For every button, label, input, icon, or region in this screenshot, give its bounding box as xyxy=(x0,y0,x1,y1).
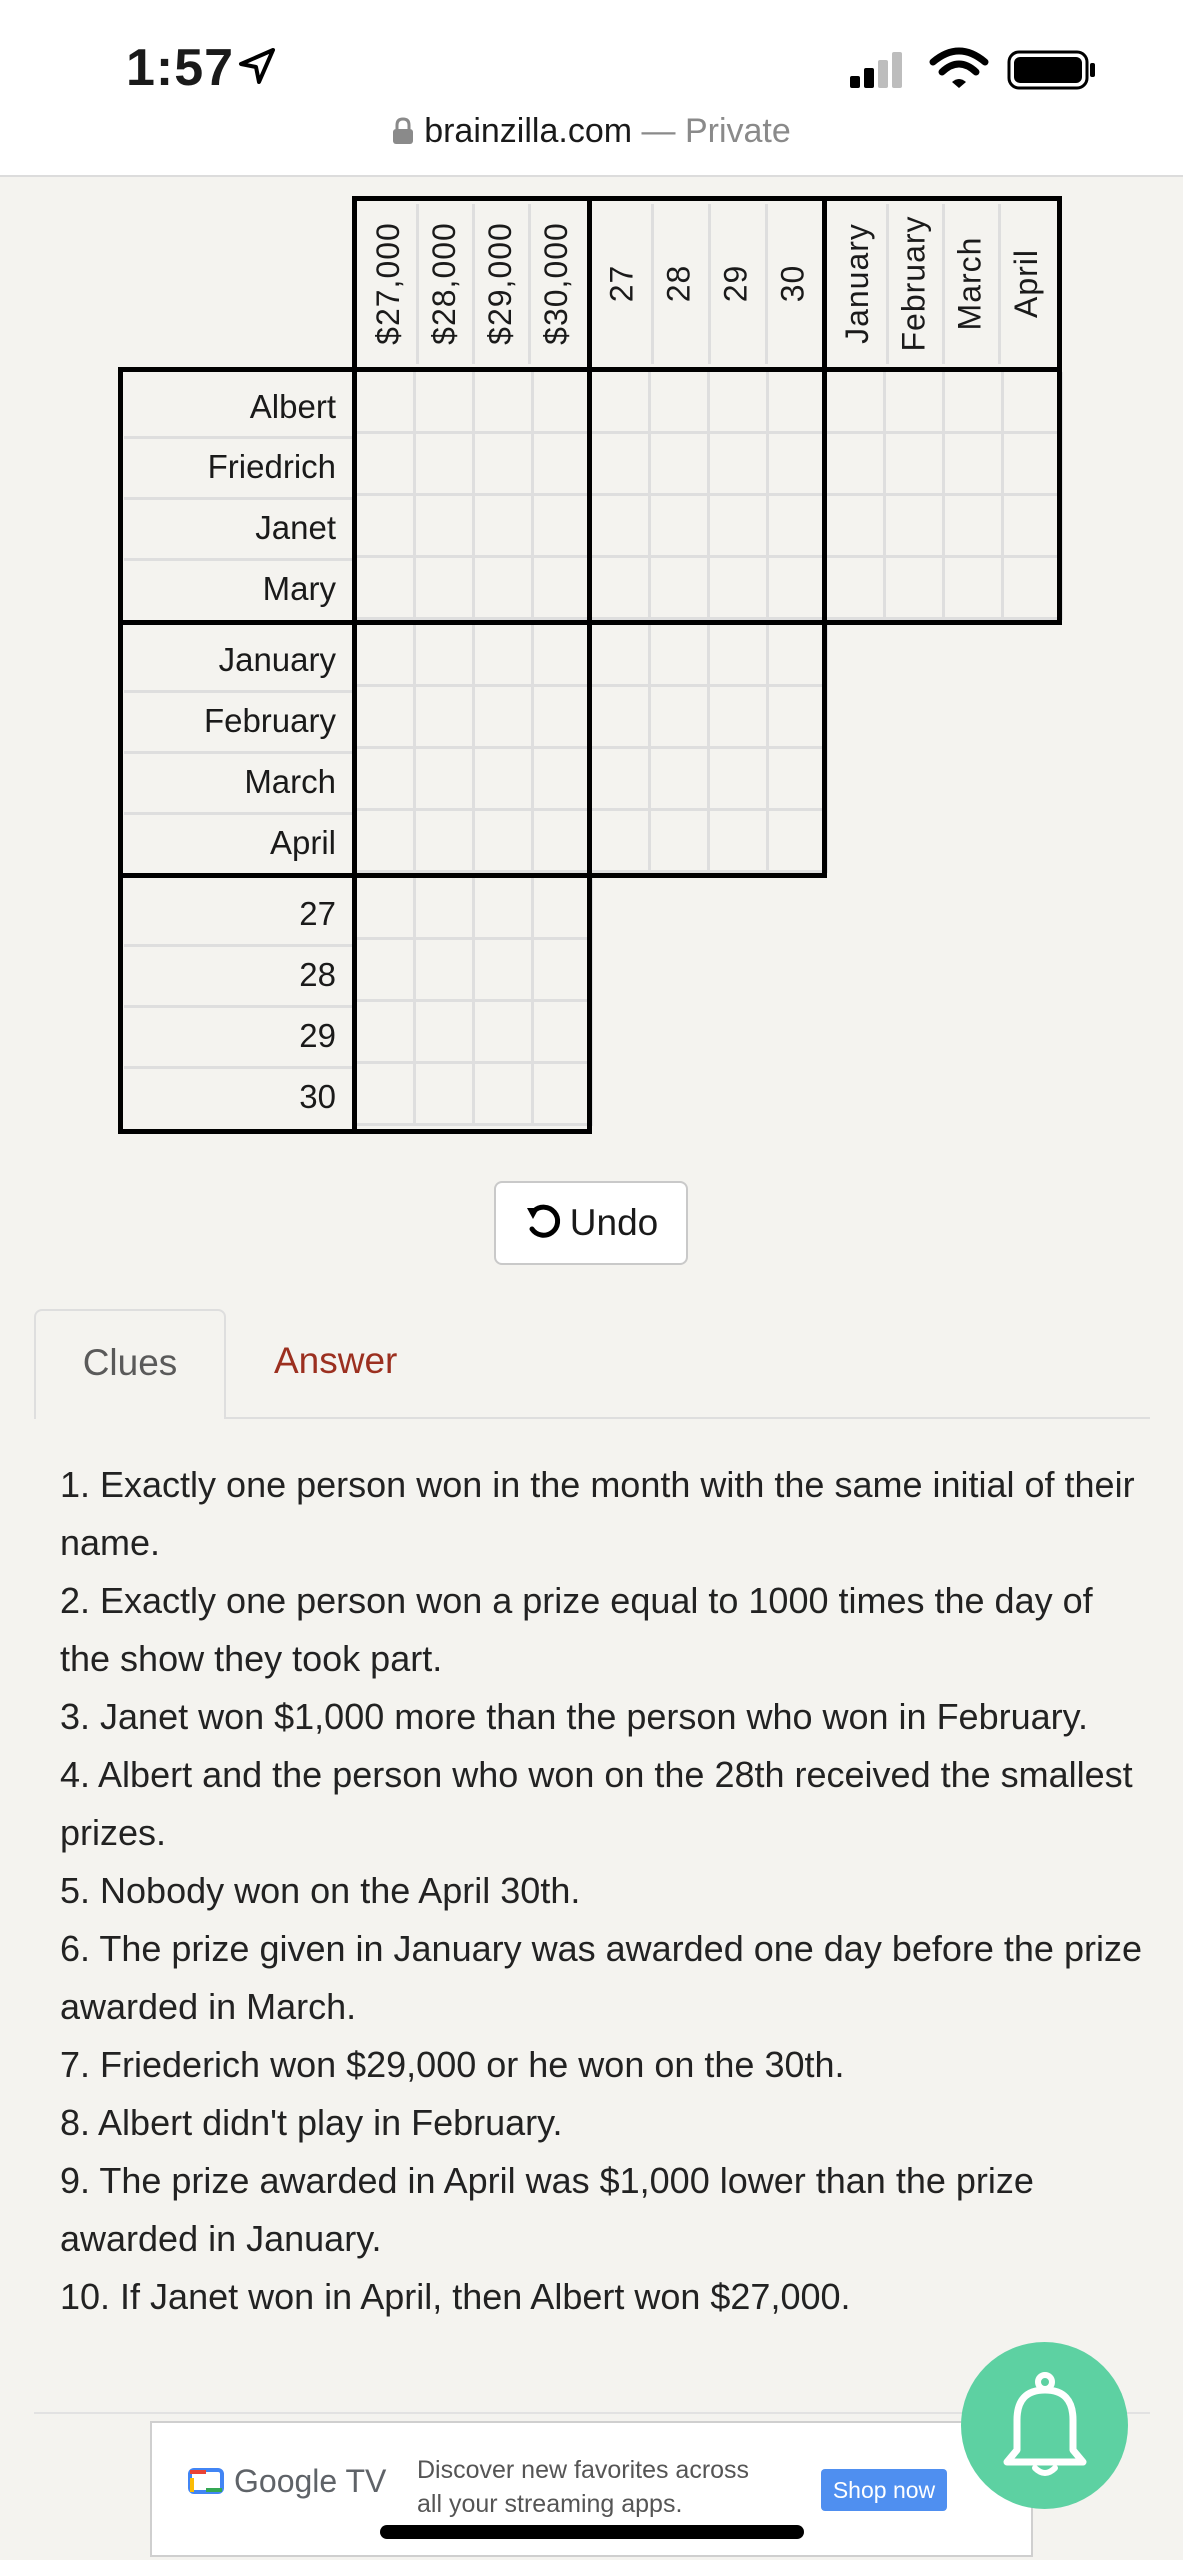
tab-answer[interactable]: Answer xyxy=(274,1340,398,1381)
row-label-name: Mary xyxy=(262,570,336,607)
row-label-day: 27 xyxy=(299,895,336,932)
clue-answer-tabs xyxy=(34,1309,1150,1419)
private-label: — Private xyxy=(641,112,791,150)
row-label-month: January xyxy=(218,641,336,678)
clue-item: 5. Nobody won on the April 30th. xyxy=(60,1870,581,1911)
clues-list xyxy=(60,1456,1150,2326)
bell-icon xyxy=(997,2372,1093,2480)
col-header-day: 28 xyxy=(660,264,697,302)
url-domain: brainzilla.com xyxy=(424,112,633,150)
ad-text: Discover new favorites across all your streaming apps. xyxy=(417,2456,750,2518)
col-header-prize: $30,000 xyxy=(537,221,574,345)
status-time: 1:57 xyxy=(126,39,235,97)
clue-item: 7. Friederich won $29,000 or he won on the 30th. xyxy=(60,2044,845,2085)
clue-item: 8. Albert didn't play in February. xyxy=(60,2102,563,2143)
row-label-day: 28 xyxy=(299,956,336,993)
row-label-day: 29 xyxy=(299,1017,336,1054)
col-header-prize: $28,000 xyxy=(425,221,462,345)
col-header-day: 30 xyxy=(774,264,811,302)
lock-icon xyxy=(392,117,414,145)
col-header-month: April xyxy=(1007,248,1044,318)
battery-icon xyxy=(1007,50,1097,90)
home-indicator xyxy=(380,2525,804,2539)
notification-bell-button[interactable] xyxy=(961,2342,1128,2509)
cellular-signal-icon xyxy=(848,50,908,90)
undo-label: Undo xyxy=(569,1202,659,1243)
undo-button[interactable] xyxy=(494,1181,688,1265)
row-label-month: March xyxy=(244,763,336,800)
undo-icon xyxy=(524,1203,564,1243)
wifi-icon xyxy=(929,46,989,90)
tab-clues[interactable]: Clues xyxy=(34,1309,226,1419)
url-bar[interactable] xyxy=(0,112,1183,151)
clue-item: 1. Exactly one person won in the month with the same initial of their name. xyxy=(60,1464,1135,1563)
col-header-month: March xyxy=(951,236,988,330)
ad-logo xyxy=(188,2463,386,2500)
clue-item: 4. Albert and the person who won on the 28th received the smallest prizes. xyxy=(60,1754,1133,1853)
row-label-name: Friedrich xyxy=(207,448,336,485)
col-header-day: 27 xyxy=(603,264,640,302)
row-label-day: 30 xyxy=(299,1078,336,1115)
shop-now-button[interactable]: Shop now xyxy=(821,2469,947,2511)
row-label-name: Albert xyxy=(249,388,336,425)
row-label-month: February xyxy=(203,702,336,739)
clue-item: 6. The prize given in January was awarded one day before the prize awarded in March. xyxy=(60,1928,1142,2027)
clue-item: 3. Janet won $1,000 more than the person who won in February. xyxy=(60,1696,1088,1737)
clue-item: 10. If Janet won in April, then Albert won $27,000. xyxy=(60,2276,851,2317)
location-arrow-icon xyxy=(237,46,277,86)
row-label-month: April xyxy=(269,824,336,861)
col-header-prize: $29,000 xyxy=(481,221,518,345)
col-header-prize: $27,000 xyxy=(369,221,406,345)
browser-top-bar xyxy=(0,0,1183,177)
row-label-name: Janet xyxy=(255,509,336,546)
ad-brand: Google TV xyxy=(234,2463,387,2499)
col-header-month: February xyxy=(895,214,932,352)
col-header-month: January xyxy=(838,222,875,344)
clue-item: 2. Exactly one person won a prize equal to 1000 times the day of the show they took part. xyxy=(60,1580,1093,1679)
col-header-day: 29 xyxy=(717,264,754,302)
google-tv-icon xyxy=(188,2468,224,2496)
clue-item: 9. The prize awarded in April was $1,000 lower than the prize awarded in January. xyxy=(60,2160,1034,2259)
